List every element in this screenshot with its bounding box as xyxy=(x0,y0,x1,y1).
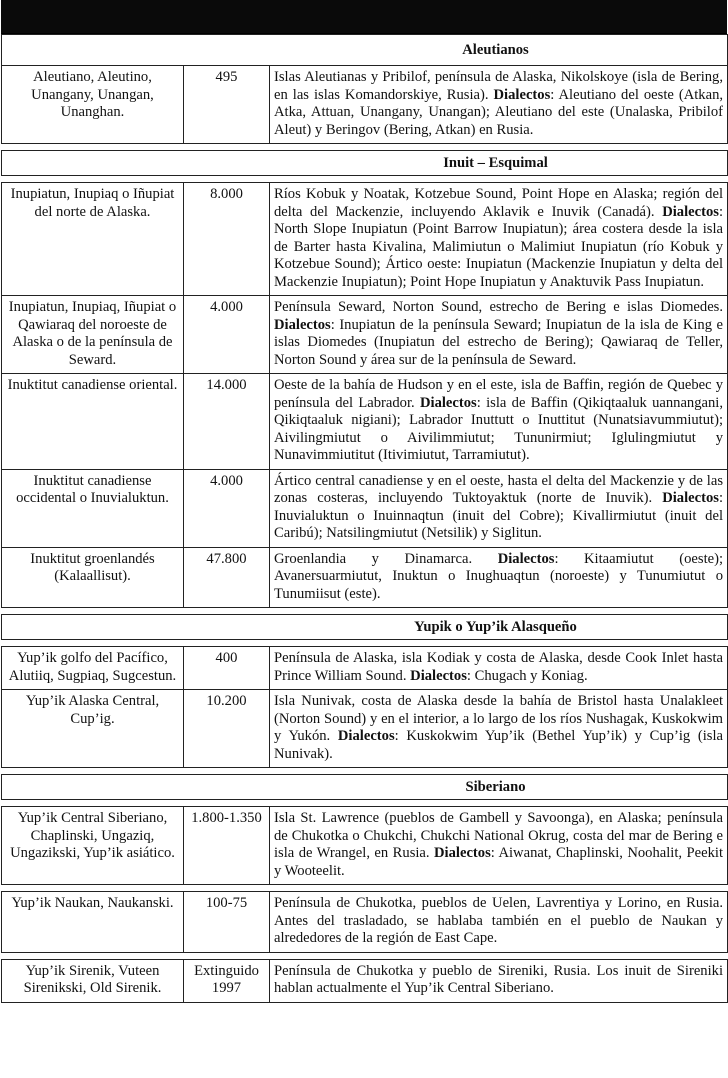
language-name: Yup’ik Naukan, Naukanski. xyxy=(2,892,184,953)
location-description xyxy=(270,647,728,690)
location-description xyxy=(270,690,728,768)
table-row xyxy=(2,959,728,1002)
dialect-text: : isla de Baffin (Qikiqtaaluk uannangani, Qikiqtaaluk nigiani); Labrador Inuttutt o Inuttitut (Nunatsiavummiutut); Aivilingmiutut o Aivilimmiutut; Tununirmiut; Iglulingmiutut y Nunavimmiutitut (Itivimiutut, Tarramiutut). xyxy=(274,394,724,463)
dialect-label: Dialectos xyxy=(419,394,477,411)
location-description xyxy=(270,66,728,144)
language-name: Yup’ik Sirenik, Vuteen Sirenikski, Old Sirenik. xyxy=(2,959,184,1002)
speaker-count: 1.800-1.350 xyxy=(184,807,270,885)
location-description xyxy=(270,807,728,885)
language-name: Yup’ik Central Siberiano, Chaplinski, Ungaziq, Ungazikski, Yup’ik asiático. xyxy=(2,807,184,885)
location-description xyxy=(270,296,728,374)
table-row xyxy=(2,469,728,547)
dialect-label: Dialectos xyxy=(274,316,331,333)
speaker-count: 495 xyxy=(184,66,270,144)
section-header-row xyxy=(2,35,728,66)
table-row xyxy=(2,183,728,296)
location-text: Islas Aleutianas y Pribilof, península de Alaska, Nikolskoye (isla de Bering, en las islas Komandorskiye, Rusia). xyxy=(274,69,724,103)
dialect-text: : Inupiatun de la península Seward; Inupiatun de la isla de King e islas Diomedes (Inupiatun del estrecho de Bering); Qawiaraq de Teller, Norton Sound y área sur de la península de Seward. xyxy=(274,316,724,368)
location-text: Península de Alaska, isla Kodiak y costa de Alaska, desde Cook Inlet hasta Prince William Sound. xyxy=(274,650,724,684)
table-row xyxy=(2,296,728,374)
language-name: Yup’ik golfo del Pacífico, Alutiiq, Sugpiaq, Sugcestun. xyxy=(2,647,184,690)
dialect-text: : Inuvialuktun o Inuinnaqtun (inuit del Cobre); Kivallirmiutut (inuit del Caribú); Natsilingmiutut (Netsilik) y Siglitun. xyxy=(274,490,724,541)
language-name: Inupiatun, Inupiaq, Iñupiat o Qawiaraq del noroeste de Alaska o de la península de Seward. xyxy=(2,296,184,374)
location-description xyxy=(270,374,728,470)
dialect-text: : Aiwanat, Chaplinski, Noohalit, Peekit y Wooteelit. xyxy=(274,845,723,879)
table-row xyxy=(2,547,728,608)
location-description xyxy=(270,183,728,296)
speaker-count: 8.000 xyxy=(184,183,270,296)
dialect-text: : Aleutiano del oeste (Atkan, Atka, Attuan, Unangany, Unangan); Aleutiano del este (Unalaska, Pribilof Aleut) y Beringov (Bering, Atkan) en Rusia. xyxy=(274,86,724,138)
location-text: Groenlandia y Dinamarca. xyxy=(274,550,498,567)
table-row xyxy=(2,374,728,470)
language-name: Inuktitut canadiense occidental o Inuvialuktun. xyxy=(2,469,184,547)
location-description xyxy=(270,959,728,1002)
location-description xyxy=(270,469,728,547)
dialect-label: Dialectos xyxy=(434,845,491,861)
location-text: Península de Chukotka y pueblo de Sireniki, Rusia. Los inuit de Sireniki hablan actualmente el Yup’ik Central Siberiano. xyxy=(274,962,724,996)
section-header-row xyxy=(2,775,728,800)
speaker-count: 47.800 xyxy=(184,547,270,608)
speaker-count: 10.200 xyxy=(184,690,270,768)
language-name: Aleutiano, Aleutino, Unangany, Unangan, Unanghan. xyxy=(2,66,184,144)
table-row xyxy=(2,690,728,768)
table-row xyxy=(2,647,728,690)
location-text: Isla St. Lawrence (pueblos de Gambell y Savoonga), en Alaska; península de Chukotka o Chukchi, Chukchi National Okrug, costa del mar de Bering e isla de Wrangel, en Rusia. xyxy=(274,810,724,861)
dialect-text: : Kuskokwim Yup’ik (Bethel Yup’ik) y Cup’ig (isla Nunivak). xyxy=(274,728,724,762)
section-title: Siberiano xyxy=(2,775,728,800)
section-title: Aleutianos xyxy=(2,35,728,66)
speaker-count: 100-75 xyxy=(184,892,270,953)
dialect-label: Dialectos xyxy=(662,490,719,506)
language-name: Inupiatun, Inupiaq o Iñupiat del norte de Alaska. xyxy=(2,183,184,296)
location-description xyxy=(270,892,728,953)
speaker-count: 4.000 xyxy=(184,296,270,374)
location-text: Península Seward, Norton Sound, estrecho de Bering e islas Diomedes. xyxy=(274,299,724,315)
dialect-label: Dialectos xyxy=(493,86,551,103)
table-row xyxy=(2,807,728,885)
section-title: Yupik o Yup’ik Alasqueño xyxy=(2,615,728,640)
dialect-text: : North Slope Inupiatun (Point Barrow Inupiatun); área costera desde la isla de Barter hasta Kivalina, Malimiutun o Malimiut Inupiatun (río Kobuk y Kotzebue Sound); Ártico oeste: Inupiatun (Mackenzie Inupiatun y delta del Mackenzie Inupiatun); Point Hope Inupiatun y Anaktuvik Pass Inupiatun. xyxy=(274,203,724,290)
languages-table-body xyxy=(2,35,728,1003)
speaker-count: 14.000 xyxy=(184,374,270,470)
dialect-text: : Kitaamiutut (oeste); Avanersuarmiutut, Inuktun o Inughuaqtun (noroeste) y Tunumiutut o Tunumiisut (este). xyxy=(274,550,724,602)
table-header-bar xyxy=(1,0,727,34)
dialect-label: Dialectos xyxy=(337,728,395,744)
location-description xyxy=(270,547,728,608)
language-name: Yup’ik Alaska Central, Cup’ig. xyxy=(2,690,184,768)
dialect-text: : Chugach y Koniag. xyxy=(466,667,588,684)
section-title: Inuit – Esquimal xyxy=(2,151,728,176)
dialect-label: Dialectos xyxy=(662,203,719,220)
table-row xyxy=(2,892,728,953)
languages-table xyxy=(1,34,728,1003)
table-row xyxy=(2,66,728,144)
language-name: Inuktitut canadiense oriental. xyxy=(2,374,184,470)
dialect-label: Dialectos xyxy=(410,667,467,684)
section-header-row xyxy=(2,615,728,640)
section-header-row xyxy=(2,151,728,176)
speaker-count: 4.000 xyxy=(184,469,270,547)
speaker-count: 400 xyxy=(184,647,270,690)
language-name: Inuktitut groenlandés (Kalaallisut). xyxy=(2,547,184,608)
location-text: Ártico central canadiense y en el oeste, hasta el delta del Mackenzie y de las zonas costeras, incluyendo Tuktoyaktuk (norte de Inuvik). xyxy=(274,472,724,506)
location-text: Península de Chukotka, pueblos de Uelen, Lavrentiya y Lorino, en Rusia. Antes del trasladado, se hablaba también en el pueblo de Naukan y alrededores de la región de East Cape. xyxy=(274,895,724,946)
location-text: Isla Nunivak, costa de Alaska desde la bahía de Bristol hasta Unalakleet (Norton Sound) y en el interior, a lo largo de los ríos Nushagak, Kuskokwim y Yukón. xyxy=(274,693,724,744)
speaker-count: Extinguido 1997 xyxy=(184,959,270,1002)
location-text: Oeste de la bahía de Hudson y en el este, isla de Baffin, región de Quebec y península del Labrador. xyxy=(274,377,724,411)
dialect-label: Dialectos xyxy=(497,550,555,567)
location-text: Ríos Kobuk y Noatak, Kotzebue Sound, Point Hope en Alaska; región del delta del Mackenzie, incluyendo Aklavik e Inuvik (Canadá). xyxy=(274,186,724,220)
document-page xyxy=(1,0,727,1003)
